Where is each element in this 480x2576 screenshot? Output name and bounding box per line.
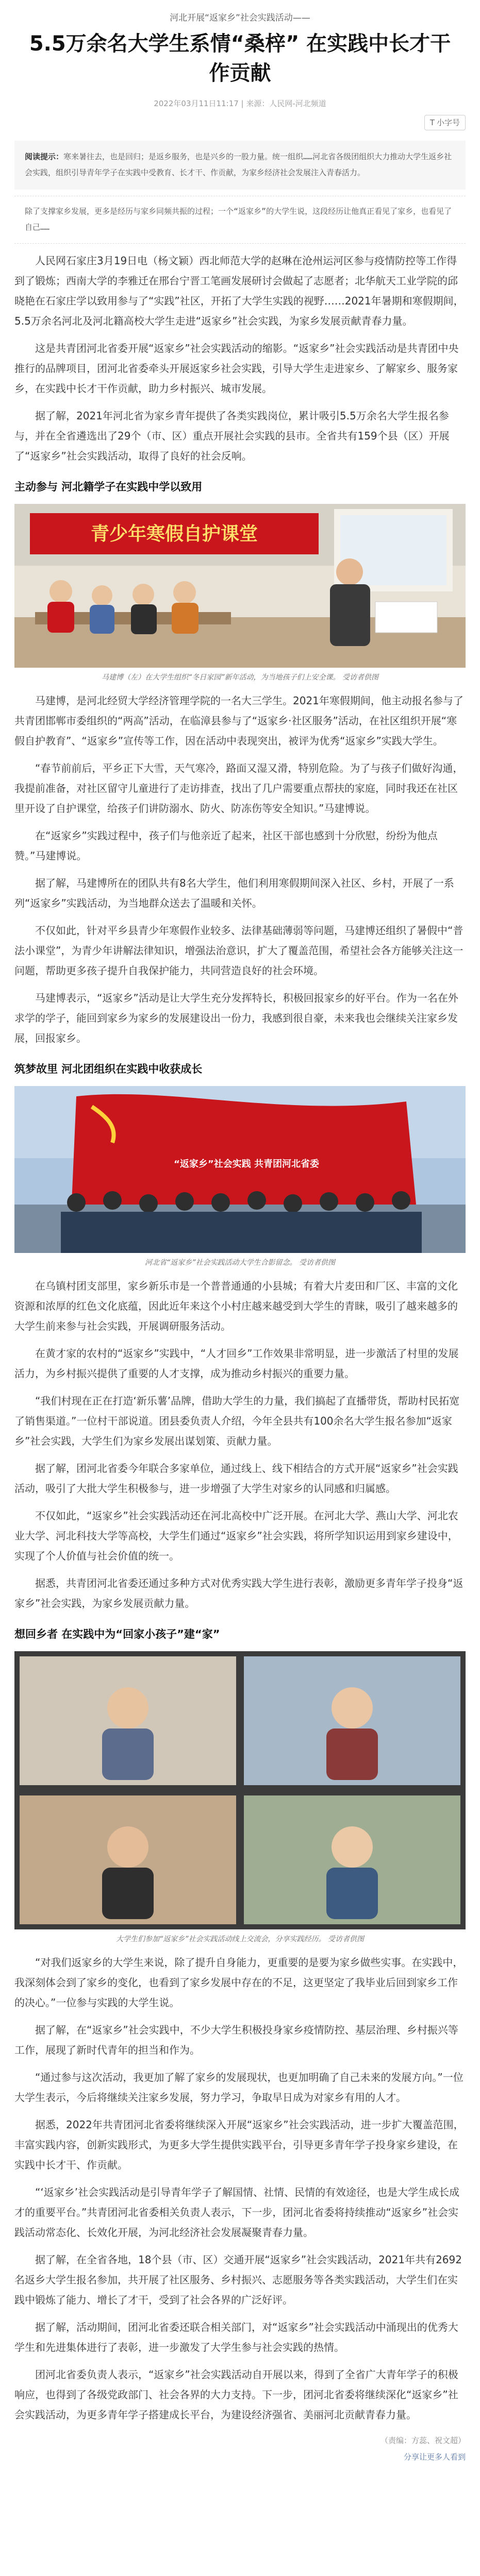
paragraph: “对我们返家乡的大学生来说，除了提升自身能力，更重要的是要为家乡做些实事。在实践中，我深刻体会到了家乡的变化，也看到了家乡发展中存在的不足，这更坚定了我毕业后回到家乡工作的决心。”一位参与实践的大学生说。 bbox=[14, 1956, 464, 2009]
body-section-3 bbox=[14, 921, 466, 1048]
photo-figure-1 bbox=[14, 504, 466, 683]
body-section-2 bbox=[14, 691, 466, 913]
intro-note: 除了支撑家乡发展，更多是经历与家乡同频共振的过程；一个“返家乡”的大学生说，这段经历让他真正看见了家乡，也看见了自己…… bbox=[14, 196, 466, 244]
paragraph: 据悉，共青团河北省委还通过多种方式对优秀实践大学生进行表彰，激励更多青年学子投身“返家乡”社会实践，为家乡发展贡献力量。 bbox=[14, 1577, 464, 1609]
paragraph: “我们村现在正在打造‘新乐薯’品牌，借助大学生的力量，我们搞起了直播带货，帮助村民拓宽了销售渠道。”一位村干部说道。团县委负责人介绍，今年全县共有100余名大学生报名参加“返家乡”社会实践，大学生们为家乡发展出谋划策、贡献力量。 bbox=[14, 1394, 460, 1447]
paragraph: 马建博表示，“返家乡”活动是让大学生充分发挥特长，积极回报家乡的好平台。作为一名在外求学的学子，能回到家乡为家乡的发展建设出一份力，我感到很自豪，未来我也会继续关注家乡发展，回报家乡。 bbox=[14, 991, 458, 1044]
body-section-6 bbox=[14, 1953, 466, 2108]
paragraph: 据了解，2021年河北省为家乡青年提供了各类实践岗位，累计吸引5.5万余名大学生报名参与，并在全省遴选出了29个（市、区）重点开展社会实践的县市。全省共有159个县（区）开展了“返家乡”社会实践活动，取得了良好的社会反响。 bbox=[14, 409, 450, 462]
abstract-text: 寒来暑往去，也是回归；是返乡服务，也是兴乡的一股力量。统一组织……河北省各级团组织大力推动大学生返乡社会实践，组织引导青年学子在实践中受教育、长才干、作贡献，为家乡经济社会发展注入青春活力。 bbox=[25, 151, 452, 178]
editor-credit: （责编：方蕊、祝文超） bbox=[380, 2435, 466, 2445]
classroom-photo bbox=[14, 504, 466, 668]
font-size-label: 小字号 bbox=[436, 117, 460, 127]
paragraph: 据悉，2022年共青团河北省委将继续深入开展“返家乡”社会实践活动，进一步扩大覆盖范围，丰富实践内容，创新实践形式，为更多大学生提供实践平台，引导更多青年学子投身家乡建设，在实践中长才干、作贡献。 bbox=[14, 2118, 464, 2171]
body-section-1 bbox=[14, 251, 466, 466]
paragraph: 不仅如此，针对平乡县青少年寒假作业较多、法律基础薄弱等问题，马建博还组织了暑假中“普法小课堂”，为青少年讲解法律知识，增强法治意识，扩大了覆盖范围，希望社会各方能够关注这一问题，帮助更多孩子提升自我保护能力，共同营造良好的社会环境。 bbox=[14, 924, 464, 977]
paragraph: 据了解，马建博所在的团队共有8名大学生，他们利用寒假期间深入社区、乡村，开展了一系列“返家乡”实践活动，为当地群众送去了温暖和关怀。 bbox=[14, 876, 454, 909]
subhead-dream-hometown: 筑梦故里 河北团组织在实践中收获成长 bbox=[14, 1062, 203, 1075]
font-size-icon: T bbox=[429, 117, 435, 127]
subhead-active-participation: 主动参与 河北籍学子在实践中学以致用 bbox=[14, 480, 203, 493]
classroom-scene-illustration bbox=[14, 504, 466, 668]
paragraph: 不仅如此，“返家乡”社会实践活动还在河北高校中广泛开展。在河北大学、燕山大学、河北农业大学、河北科技大学等高校，大学生们通过“返家乡”社会实践，将所学知识运用到家乡建设中，实现了个人价值与社会价值的统一。 bbox=[14, 1509, 458, 1562]
photo-figure-2 bbox=[14, 1086, 466, 1268]
share-link[interactable]: 分享让更多人看到 bbox=[403, 2452, 466, 2462]
font-control-row bbox=[14, 115, 466, 130]
video-call-screenshot bbox=[14, 1651, 466, 1929]
photo-banner-text: “返家乡”社会实践 共青团河北省委 bbox=[174, 1159, 319, 1170]
group-flag-photo bbox=[14, 1086, 466, 1253]
paragraph: “春节前前后，平乡正下大雪，天气寒冷，路面又湿又滑，特别危险。为了与孩子们做好沟通，我提前准备，对社区留守儿童进行了走访排查，找出了几户需要重点帮扶的家庭，同时我还在社区里开设了自护课堂，给孩子们讲防溺水、防火、防冻伤等安全知识。”马建博说。 bbox=[14, 761, 464, 815]
photo-banner-text: 青少年寒假自护课堂 bbox=[90, 523, 258, 545]
video-call-illustration bbox=[14, 1651, 466, 1929]
paragraph: 马建博，是河北经贸大学经济管理学院的一名大三学生。2021年寒假期间，他主动报名参与了共青团邯郸市委组织的“两高”活动，在临漳县参与了“返家乡·社区服务”活动，在社区组织开展“寒假自护教育”、“返家乡”宣传等工作，因在活动中表现突出，被评为优秀“返家乡”实践大学生。 bbox=[14, 694, 464, 747]
photo-caption-1: 马建博（左）在大学生组织“冬日家园”新年活动，为当地孩子们上安全课。 受访者供图 bbox=[102, 673, 378, 682]
paragraph: “通过参与这次活动，我更加了解了家乡的发展现状，也更加明确了自己未来的发展方向。”一位大学生表示，今后将继续关注家乡发展，努力学习，争取早日成为对家乡有用的人才。 bbox=[14, 2071, 464, 2104]
paragraph: 团河北省委负责人表示，“返家乡”社会实践活动自开展以来，得到了全省广大青年学子的积极响应，也得到了各级党政部门、社会各界的大力支持。下一步，团河北省委将继续深化“返家乡”社会实践活动，为更多青年学子搭建成长平台，为建设经济强省、美丽河北贡献青春力量。 bbox=[14, 2368, 458, 2421]
photo-figure-3 bbox=[14, 1651, 466, 1945]
body-section-5 bbox=[14, 1506, 466, 1614]
paragraph: 据了解，活动期间，团河北省委还联合相关部门，对“返家乡”社会实践活动中涌现出的优秀大学生和先进集体进行了表彰，进一步激发了大学生参与社会实践的热情。 bbox=[14, 2320, 458, 2353]
paragraph: 人民网石家庄3月19日电（杨文颖）西北师范大学的赵琳在沧州运河区参与疫情防控等工作得到了锻炼；西南大学的李雅迁在邢台宁晋工笔画发展研讨会做起了志愿者；北华航天工业学院的邱晓艳在石家庄学以致用参与了“实践”社区，开拓了大学生实践的视野……2021年暑期和寒假期间，5.5万余名河北及河北籍高校大学生走进“返家乡”社会实践，为家乡发展贡献青春力量。 bbox=[14, 254, 464, 327]
photo-caption-3: 大学生们参加“返家乡”社会实践活动线上交流会，分享实践经历。 受访者供图 bbox=[116, 1935, 364, 1944]
group-flag-illustration bbox=[14, 1086, 466, 1253]
body-section-7 bbox=[14, 2115, 466, 2425]
abstract-lead: 阅读提示： bbox=[25, 151, 64, 161]
abstract-box bbox=[14, 141, 466, 190]
paragraph: “‘返家乡’社会实践活动是引导青年学子了解国情、社情、民情的有效途径，也是大学生成长成才的重要平台。”共青团河北省委相关负责人表示，下一步，团河北省委将持续推动“返家乡”社会实践活动常态化、长效化开展，为河北经济社会发展凝聚青春力量。 bbox=[14, 2185, 460, 2239]
paragraph: 据了解，团河北省委今年联合多家单位，通过线上、线下相结合的方式开展“返家乡”社会实践活动，吸引了大批大学生积极参与，进一步增强了大学生对家乡的认同感和归属感。 bbox=[14, 1462, 458, 1495]
body-section-4 bbox=[14, 1276, 466, 1499]
paragraph: 据了解，在“返家乡”社会实践中，不少大学生积极投身家乡疫情防控、基层治理、乡村振兴等工作，展现了新时代青年的担当和作为。 bbox=[14, 2023, 458, 2056]
article-title: 5.5万余名大学生系情“桑梓” 在实践中长才干作贡献 bbox=[29, 32, 451, 85]
article-meta: 2022年03月11日11:17 | 来源：人民网-河北频道 bbox=[154, 98, 326, 108]
paragraph: 在黄才家的农村的“返家乡”实践中，“人才回乡”工作效果非常明显，进一步激活了村里的发展活力，为乡村振兴提供了重要的人才支撑，成为推动乡村振兴的重要力量。 bbox=[14, 1347, 459, 1380]
pre-title: 河北开展“返家乡”社会实践活动—— bbox=[170, 13, 310, 23]
paragraph: 据了解，在全省各地，18个县（市、区）交通开展“返家乡”社会实践活动，2021年共有2692名返乡大学生报名参加，共开展了社区服务、乡村振兴、志愿服务等各类实践活动，大学生们在实践中锻炼了能力、增长了才干，受到了社会各界的广泛好评。 bbox=[14, 2253, 462, 2306]
paragraph: 这是共青团河北省委开展“返家乡”社会实践活动的缩影。“返家乡”社会实践活动是共青团中央推行的品牌项目，团河北省委牵头开展返家乡社会实践，引导大学生走进家乡、了解家乡、服务家乡，在实践中长才干作贡献，助力乡村振兴、城市发展。 bbox=[14, 342, 459, 395]
font-size-toggle[interactable] bbox=[424, 115, 466, 130]
paragraph: 在“返家乡”实践过程中，孩子们与他亲近了起来，社区干部也感到十分欣慰，纷纷为他点赞。”马建博说。 bbox=[14, 829, 438, 862]
subhead-return-home: 想回乡者 在实践中为“回家小孩子”建“家” bbox=[14, 1628, 220, 1640]
photo-caption-2: 河北省“返家乡”社会实践活动大学生合影留念。 受访者供图 bbox=[145, 1259, 335, 1267]
paragraph: 在乌镇村团支部里，家乡新乐市是一个普普通通的小县城；有着大片麦田和厂区、丰富的文化资源和浓厚的红色文化底蕴，因此近年来这个小村庄越来越受到大学生的青睐，吸引了越来越多的大学生前来参与社会实践，开展调研服务活动。 bbox=[14, 1279, 458, 1332]
